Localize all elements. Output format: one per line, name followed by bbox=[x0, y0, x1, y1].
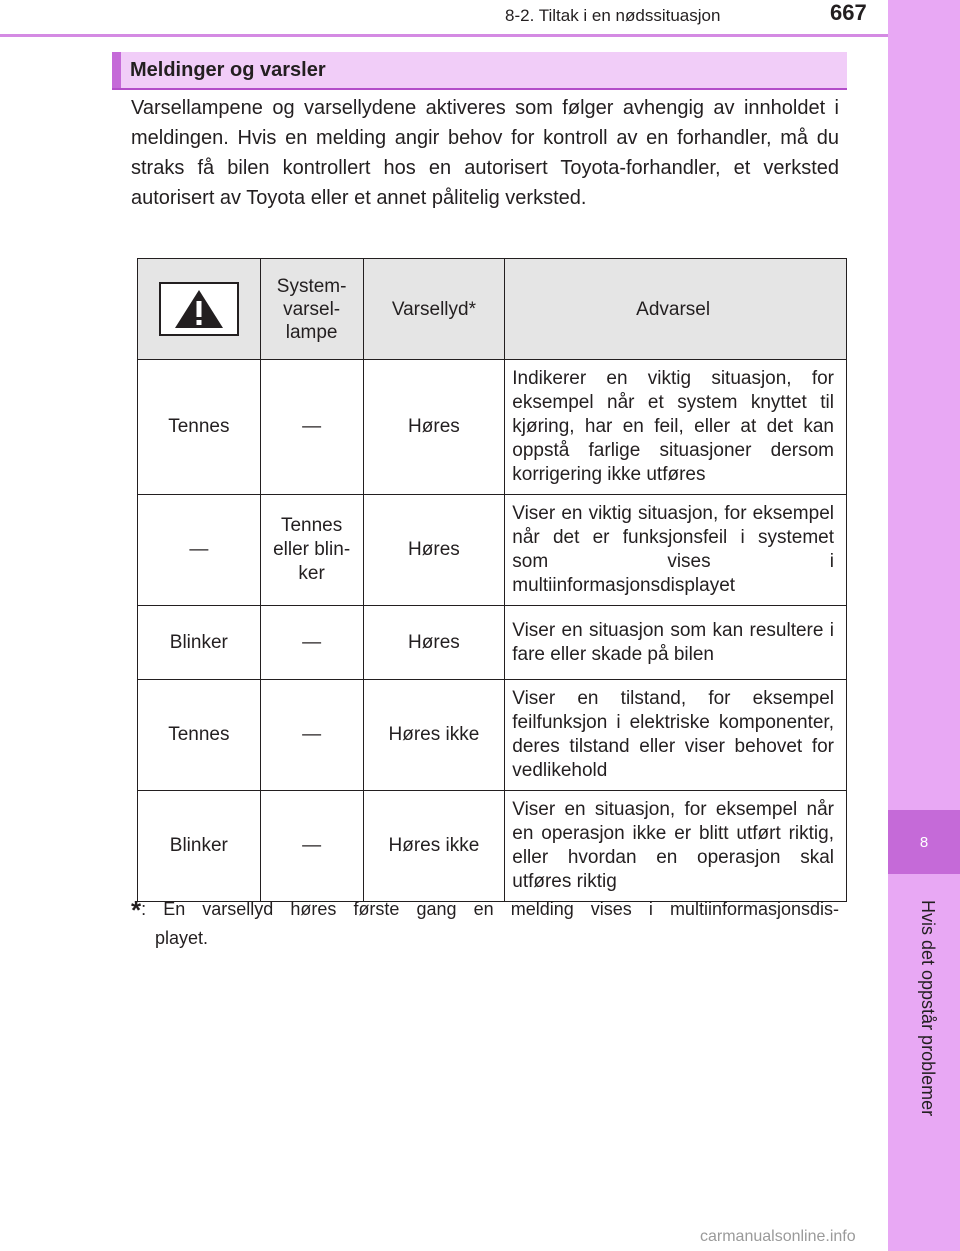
cell-warning-text: Viser en situasjon som kan resultere i fare eller skade på bilen bbox=[505, 606, 847, 680]
header-rule bbox=[0, 34, 888, 37]
cell-system-lamp: Tennes eller blin- ker bbox=[260, 495, 363, 606]
header-warning-sound: Varsellyd* bbox=[363, 259, 505, 360]
cell-warning-sound: Høres ikke bbox=[363, 791, 505, 902]
cell-warning-sound: Høres bbox=[363, 360, 505, 495]
header-system-lamp: System- varsel- lampe bbox=[260, 259, 363, 360]
cell-warning-sound: Høres ikke bbox=[363, 680, 505, 791]
cell-warning-lamp: — bbox=[138, 495, 261, 606]
cell-warning-sound: Høres bbox=[363, 606, 505, 680]
cell-system-lamp: — bbox=[260, 791, 363, 902]
table-header-row bbox=[138, 259, 847, 360]
footnote-star: * bbox=[131, 895, 142, 925]
intro-paragraph: Varsellampene og varsellydene aktiveres som følger avhengig av innholdet i meldingen. Hvis en melding angir behov for kontroll av en forhandler, må du straks få bilen kontrollert hos en autorisert Toyota-forhandler, et verksted autorisert av Toyota eller et annet pålitelig verksted. bbox=[131, 97, 839, 209]
cell-system-lamp: — bbox=[260, 680, 363, 791]
cell-warning-text: Viser en tilstand, for eksempel feilfunksjon i elektriske komponenter, deres tilstand eller viser behovet for vedlikehold bbox=[505, 680, 847, 791]
banner-rule bbox=[112, 88, 847, 90]
table-row bbox=[138, 791, 847, 902]
footnote bbox=[131, 895, 839, 952]
cell-warning-lamp: Tennes bbox=[138, 360, 261, 495]
cell-warning-lamp: Blinker bbox=[138, 606, 261, 680]
watermark: carmanualsonline.info bbox=[700, 1228, 856, 1245]
table-row bbox=[138, 360, 847, 495]
section-banner bbox=[112, 52, 847, 88]
cell-system-lamp: — bbox=[260, 360, 363, 495]
table-row bbox=[138, 680, 847, 791]
warning-triangle-icon bbox=[159, 282, 239, 336]
chapter-title: Hvis det oppstår problemer bbox=[918, 900, 938, 1117]
cell-warning-text: Viser en viktig situasjon, for eksempel når det er funksjonsfeil i systemet som vises i multiinformasjonsdisplayet bbox=[505, 495, 847, 606]
cell-system-lamp: — bbox=[260, 606, 363, 680]
header-warning: Advarsel bbox=[505, 259, 847, 360]
header-icon-cell bbox=[138, 259, 261, 360]
cell-warning-sound: Høres bbox=[363, 495, 505, 606]
table-row bbox=[138, 606, 847, 680]
footnote-line-2: playet. bbox=[155, 928, 209, 948]
page-number: 667 bbox=[830, 0, 867, 25]
footnote-line-1: *: En varsellyd høres første gang en melding vises i multiinformasjonsdis- bbox=[131, 895, 839, 925]
section-label: 8-2. Tiltak i en nødssituasjon bbox=[505, 6, 721, 25]
warning-table bbox=[137, 258, 847, 902]
banner-title: Meldinger og varsler bbox=[130, 58, 326, 81]
cell-warning-text: Viser en situasjon, for eksempel når en operasjon ikke er blitt utført riktig, eller hvordan en operasjon skal utføres riktig bbox=[505, 791, 847, 902]
cell-warning-lamp: Tennes bbox=[138, 680, 261, 791]
table-row bbox=[138, 495, 847, 606]
cell-warning-lamp: Blinker bbox=[138, 791, 261, 902]
warning-triangle-svg bbox=[161, 284, 237, 334]
chapter-number-tab[interactable]: 8 bbox=[888, 810, 960, 874]
cell-warning-text: Indikerer en viktig situasjon, for eksempel når et system knyttet til kjøring, har en feil, eller at det kan oppstå farlige situasjoner dersom korrigering ikke utføres bbox=[505, 360, 847, 495]
